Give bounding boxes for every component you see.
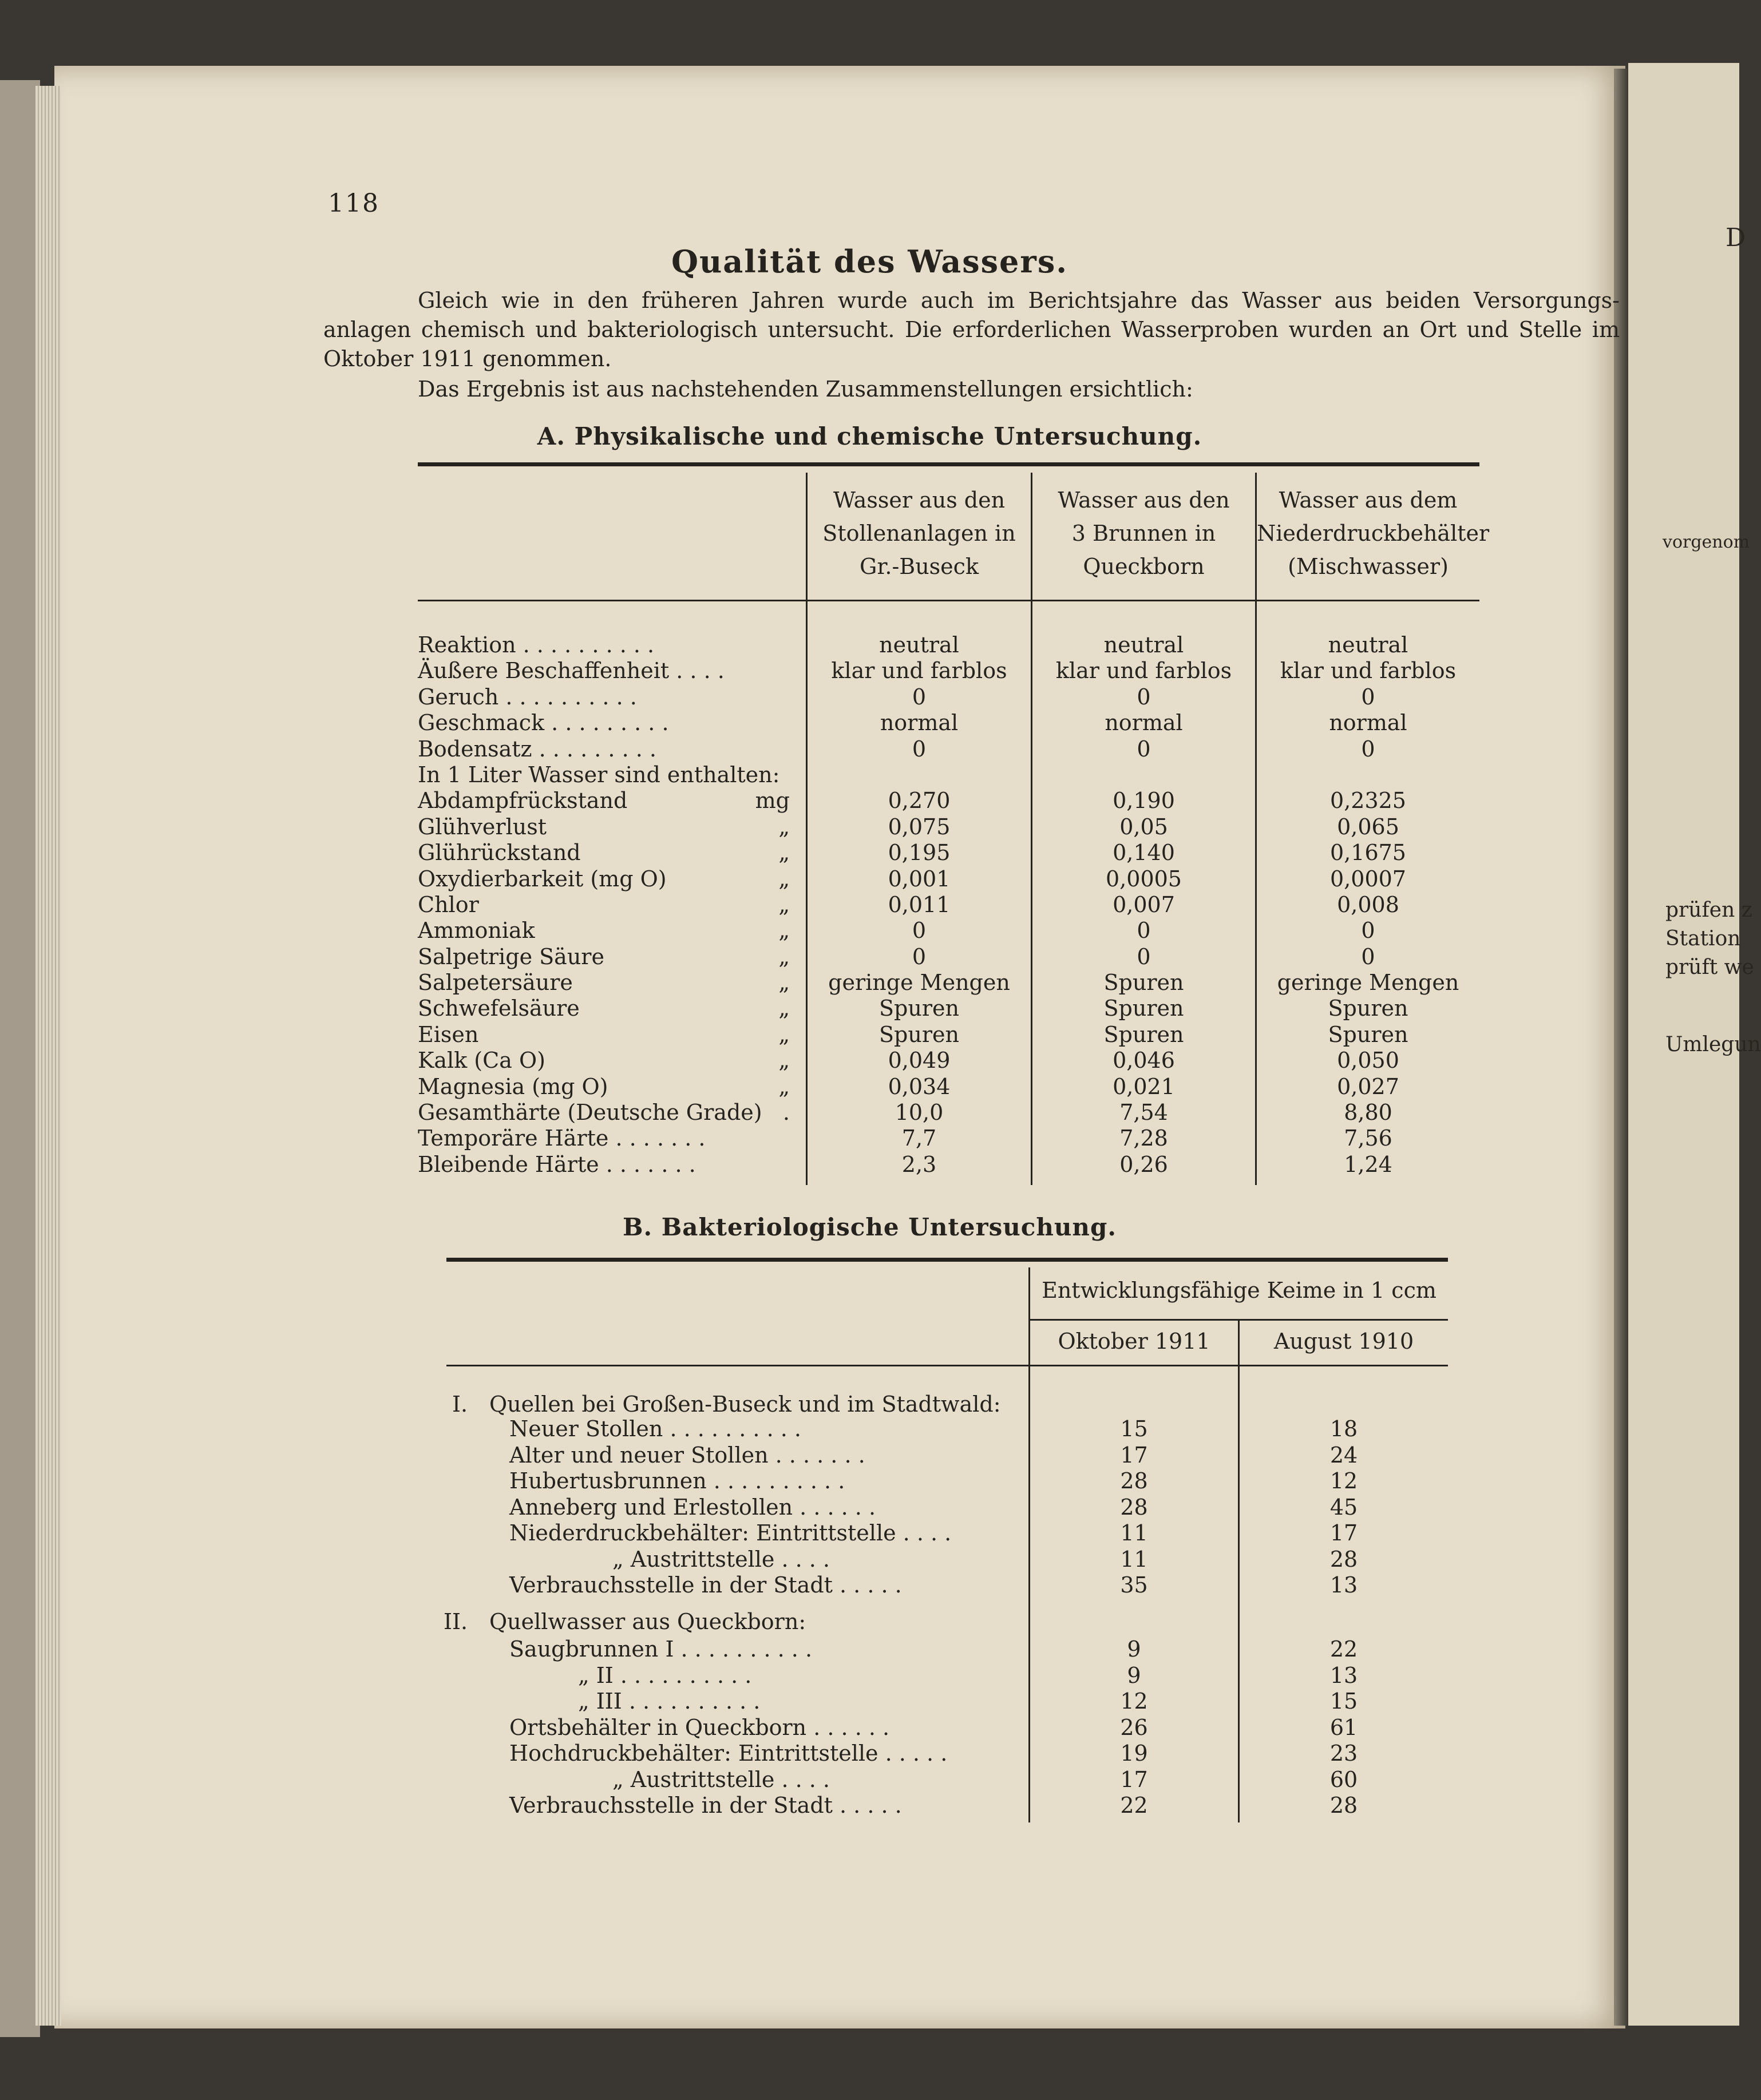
group-1-col1 <box>1030 1416 1238 1599</box>
row-label: Hochdruckbehälter: Eintrittstelle . . . . . <box>509 1741 948 1766</box>
cell-value: klar und farblos <box>1280 658 1457 684</box>
group-2-title: Quellwasser aus Queckborn: <box>489 1609 806 1634</box>
row-unit <box>715 658 790 684</box>
cell-value: 28 <box>1120 1468 1148 1493</box>
table-b-header-col1: Oktober 1911 <box>1058 1329 1210 1354</box>
cell-value: 0 <box>1361 944 1375 969</box>
row-label: Anneberg und Erlestollen . . . . . . <box>509 1494 876 1520</box>
table-b-header-col2: August 1910 <box>1273 1329 1414 1354</box>
cell-value: 0 <box>912 684 927 710</box>
row-unit <box>715 684 790 710</box>
cell-value: Spuren <box>1103 1021 1184 1047</box>
cell-value: 0 <box>1137 684 1151 710</box>
facing-page-fragment: prüft we <box>1665 956 1754 979</box>
header-line: Stollenanlagen in <box>822 521 1016 546</box>
row-label: Saugbrunnen I . . . . . . . . . . <box>509 1637 813 1662</box>
row-label: Glühverlust <box>418 814 547 839</box>
row-unit: „ <box>778 1073 790 1099</box>
row-unit <box>715 736 790 762</box>
table-b-header-main: Entwicklungsfähige Keime in 1 ccm <box>1042 1278 1436 1303</box>
row-label: Niederdruckbehälter: Eintrittstelle . . . . <box>509 1520 952 1546</box>
cell-value: 0,008 <box>1337 891 1399 917</box>
page-edges <box>35 86 61 2026</box>
facing-page-fragment: prüfen z <box>1665 898 1752 922</box>
cell-value: 19 <box>1120 1741 1148 1766</box>
facing-page-fragment: Umlegun <box>1665 1033 1761 1056</box>
row-label: „ Austrittstelle . . . . <box>612 1546 830 1572</box>
table-b-header-rule <box>446 1365 1448 1366</box>
cell-value: normal <box>1329 710 1407 736</box>
row-label: Alter und neuer Stollen . . . . . . . <box>509 1442 865 1468</box>
cell-value: 0,034 <box>888 1073 951 1099</box>
cell-value: geringe Mengen <box>1277 970 1459 996</box>
table-a-col-1 <box>808 632 1031 1178</box>
cell-value: normal <box>880 710 959 736</box>
cell-value: 0 <box>1137 736 1151 762</box>
row-label: „ Austrittstelle . . . . <box>612 1766 830 1792</box>
cell-value: 17 <box>1120 1442 1148 1468</box>
cell-value: 0 <box>912 944 927 969</box>
header-line: Wasser aus den <box>1058 488 1230 513</box>
row-label: Temporäre Härte . . . . . . . <box>418 1126 706 1151</box>
group-1-col2 <box>1240 1416 1448 1599</box>
facing-page <box>1628 63 1761 2026</box>
cell-value: 0 <box>1361 918 1375 944</box>
group-2-labels <box>509 1637 1013 1819</box>
row-label: Reaktion . . . . . . . . . . <box>418 632 655 657</box>
cell-value: 0,140 <box>1113 840 1175 866</box>
row-label: Ortsbehälter in Queckborn . . . . . . <box>509 1714 890 1740</box>
cell-value: 45 <box>1329 1494 1358 1520</box>
cell-value: Spuren <box>1103 970 1184 996</box>
group-2-col2 <box>1240 1637 1448 1819</box>
facing-page-fragment: Station <box>1665 927 1741 950</box>
row-unit: mg <box>755 788 790 814</box>
table-a-col-header-2 <box>1032 484 1255 583</box>
cell-value: 17 <box>1329 1520 1358 1546</box>
cell-value: 0,0007 <box>1330 866 1406 891</box>
cell-value: Spuren <box>879 1021 959 1047</box>
cell-value: 0,1675 <box>1330 840 1406 866</box>
row-label: Neuer Stollen . . . . . . . . . . <box>509 1416 801 1441</box>
cell-value: 2,3 <box>901 1151 937 1177</box>
row-label: Magnesia (mg O) <box>418 1073 608 1099</box>
cell-value: 0,075 <box>888 814 951 839</box>
row-label: Geruch . . . . . . . . . . <box>418 684 637 710</box>
cell-value: 0 <box>1137 944 1151 969</box>
cell-value: 7,28 <box>1119 1126 1168 1151</box>
row-unit: „ <box>778 996 790 1021</box>
row-label: Geschmack . . . . . . . . . <box>418 710 669 736</box>
cell-value: klar und farblos <box>831 658 1007 684</box>
row-label: Eisen <box>418 1021 479 1047</box>
cell-value: 24 <box>1329 1442 1358 1468</box>
header-line: Queckborn <box>1083 554 1205 579</box>
table-a-header-rule <box>418 600 1479 601</box>
cell-value: 15 <box>1120 1416 1148 1441</box>
cell-value: 7,54 <box>1119 1100 1168 1126</box>
cell-value: Spuren <box>879 996 959 1021</box>
row-unit: „ <box>778 918 790 944</box>
row-unit <box>715 762 790 788</box>
row-label: Äußere Beschaffenheit . . . . <box>418 658 725 684</box>
cell-value: Spuren <box>1328 1021 1408 1047</box>
row-unit: „ <box>778 944 790 969</box>
row-unit <box>715 1152 790 1178</box>
cell-value: 17 <box>1120 1766 1148 1792</box>
cell-value: 0,26 <box>1119 1151 1168 1177</box>
cell-value: 61 <box>1329 1714 1358 1740</box>
cell-value: 22 <box>1120 1793 1148 1818</box>
cell-value: 0,0005 <box>1106 866 1182 891</box>
row-label: Gesamthärte (Deutsche Grade) <box>418 1100 762 1126</box>
group-2-numeral: II. <box>444 1609 468 1634</box>
cell-value: 22 <box>1329 1637 1358 1662</box>
cell-value: 0,2325 <box>1330 788 1406 814</box>
group-1-title: Quellen bei Großen-Buseck und im Stadtwald: <box>489 1392 1001 1417</box>
table-a-units <box>715 632 790 1178</box>
cell-value: 0,050 <box>1337 1048 1399 1073</box>
row-unit: „ <box>778 1021 790 1047</box>
cell-value: 28 <box>1329 1546 1358 1572</box>
cell-value: 0,270 <box>888 788 951 814</box>
cell-value: 0,046 <box>1113 1048 1175 1073</box>
table-a-col-header-1 <box>808 484 1031 583</box>
row-unit: „ <box>778 866 790 891</box>
row-unit: „ <box>778 1048 790 1073</box>
cell-value: geringe Mengen <box>828 970 1010 996</box>
row-unit: „ <box>778 814 790 839</box>
row-unit <box>715 710 790 736</box>
row-label: Glührückstand <box>418 840 581 866</box>
cell-value: 8,80 <box>1344 1100 1392 1126</box>
cell-value: 0,049 <box>888 1048 951 1073</box>
group-2-col1 <box>1030 1637 1238 1819</box>
cell-value: 0,065 <box>1337 814 1399 839</box>
group-1-labels <box>509 1416 1013 1599</box>
cell-value: klar und farblos <box>1055 658 1232 684</box>
row-unit: „ <box>778 840 790 866</box>
header-line: Wasser aus dem <box>1279 488 1458 513</box>
cell-value: 0,027 <box>1337 1073 1399 1099</box>
cell-value: 35 <box>1120 1572 1148 1598</box>
header-line: Niederdruckbehälter <box>1257 521 1490 546</box>
table-a-col-3 <box>1257 632 1479 1178</box>
cell-value: 60 <box>1329 1766 1358 1792</box>
header-line: 3 Brunnen in <box>1071 521 1216 546</box>
row-label: Chlor <box>418 891 479 917</box>
result-line: Das Ergebnis ist aus nachstehenden Zusammenstellungen ersichtlich: <box>418 377 1193 402</box>
row-unit: . <box>782 1100 790 1126</box>
row-unit <box>715 1126 790 1151</box>
header-line: (Mischwasser) <box>1288 554 1449 579</box>
cell-value: 0,05 <box>1119 814 1168 839</box>
facing-page-fragment: D <box>1726 223 1746 252</box>
row-unit: „ <box>778 970 790 996</box>
cell-value: 12 <box>1120 1689 1148 1714</box>
cell-value: 0 <box>912 736 927 762</box>
table-a-top-rule <box>418 462 1479 466</box>
cell-value: 0 <box>1137 918 1151 944</box>
row-label: Abdampfrückstand <box>418 788 628 814</box>
cell-value <box>1257 762 1479 788</box>
facing-page-fragment: vorgenom <box>1663 532 1750 552</box>
row-label: Salpetrige Säure <box>418 944 604 969</box>
row-unit: „ <box>778 891 790 917</box>
row-label: Ammoniak <box>418 918 535 944</box>
cell-value: 28 <box>1120 1494 1148 1520</box>
cell-value: 15 <box>1329 1689 1358 1714</box>
cell-value: neutral <box>1328 632 1408 657</box>
row-label: Verbrauchsstelle in der Stadt . . . . . <box>509 1572 902 1598</box>
cell-value: 26 <box>1120 1714 1148 1740</box>
table-b-top-rule <box>446 1258 1448 1262</box>
cell-value: 7,7 <box>901 1126 937 1151</box>
section-b-title: B. Bakteriologische Untersuchung. <box>623 1213 1117 1241</box>
cell-value: 12 <box>1329 1468 1358 1493</box>
cell-value: 0,190 <box>1113 788 1175 814</box>
cell-value: 0,021 <box>1113 1073 1175 1099</box>
header-line: Wasser aus den <box>833 488 1006 513</box>
row-label: Bodensatz . . . . . . . . . <box>418 736 656 762</box>
cell-value <box>1032 762 1255 788</box>
row-label: Verbrauchsstelle in der Stadt . . . . . <box>509 1793 902 1818</box>
book-cover-edge <box>0 80 40 2037</box>
row-label: Bleibende Härte . . . . . . . <box>418 1151 696 1177</box>
section-a-title: A. Physikalische und chemische Untersuchung. <box>537 422 1202 450</box>
row-label: „ II . . . . . . . . . . <box>578 1662 752 1688</box>
group-1-numeral: I. <box>452 1392 468 1417</box>
row-label: Kalk (Ca O) <box>418 1048 545 1073</box>
cell-value <box>808 762 1031 788</box>
cell-value: 0,011 <box>888 891 951 917</box>
cell-value: 28 <box>1329 1793 1358 1818</box>
cell-value: 1,24 <box>1344 1151 1392 1177</box>
cell-value: 13 <box>1329 1662 1358 1688</box>
cell-value: 0 <box>1361 684 1375 710</box>
cell-value: Spuren <box>1328 996 1408 1021</box>
cell-value: 18 <box>1329 1416 1358 1441</box>
header-line: Gr.-Buseck <box>860 554 979 579</box>
row-unit <box>715 632 790 658</box>
row-label: Schwefelsäure <box>418 996 580 1021</box>
row-label: In 1 Liter Wasser sind enthalten: <box>418 762 780 787</box>
cell-value: normal <box>1105 710 1183 736</box>
cell-value: Spuren <box>1103 996 1184 1021</box>
cell-value: 0,001 <box>888 866 951 891</box>
cell-value: 13 <box>1329 1572 1358 1598</box>
page-title: Qualität des Wassers. <box>671 243 1069 280</box>
page-number: 118 <box>328 189 379 218</box>
cell-value: 9 <box>1127 1637 1141 1662</box>
cell-value: neutral <box>879 632 959 657</box>
cell-value: 10,0 <box>895 1100 944 1126</box>
cell-value: 7,56 <box>1344 1126 1392 1151</box>
table-a-col-header-3 <box>1257 484 1490 583</box>
cell-value: 11 <box>1120 1546 1148 1572</box>
cell-value: neutral <box>1103 632 1184 657</box>
row-label: Salpetersäure <box>418 970 573 996</box>
cell-value: 0 <box>1361 736 1375 762</box>
row-label: Hubertusbrunnen . . . . . . . . . . <box>509 1468 845 1493</box>
cell-value: 23 <box>1329 1741 1358 1766</box>
cell-value: 0 <box>912 918 927 944</box>
row-label: Oxydierbarkeit (mg O) <box>418 866 667 891</box>
table-a-col-2 <box>1032 632 1255 1178</box>
cell-value: 9 <box>1127 1662 1141 1688</box>
cell-value: 11 <box>1120 1520 1148 1546</box>
cell-value: 0,195 <box>888 840 951 866</box>
row-label: „ III . . . . . . . . . . <box>578 1689 761 1714</box>
intro-paragraph: Gleich wie in den früheren Jahren wurde auch im Berichtsjahre das Wasser aus beiden Versorgungs- anlagen chemisch und bakteriologisch untersucht. Die erforderlichen Wasserproben wurden an Ort und Stelle im Oktober 1911 genommen. <box>323 288 1620 371</box>
cell-value: 0,007 <box>1113 891 1175 917</box>
